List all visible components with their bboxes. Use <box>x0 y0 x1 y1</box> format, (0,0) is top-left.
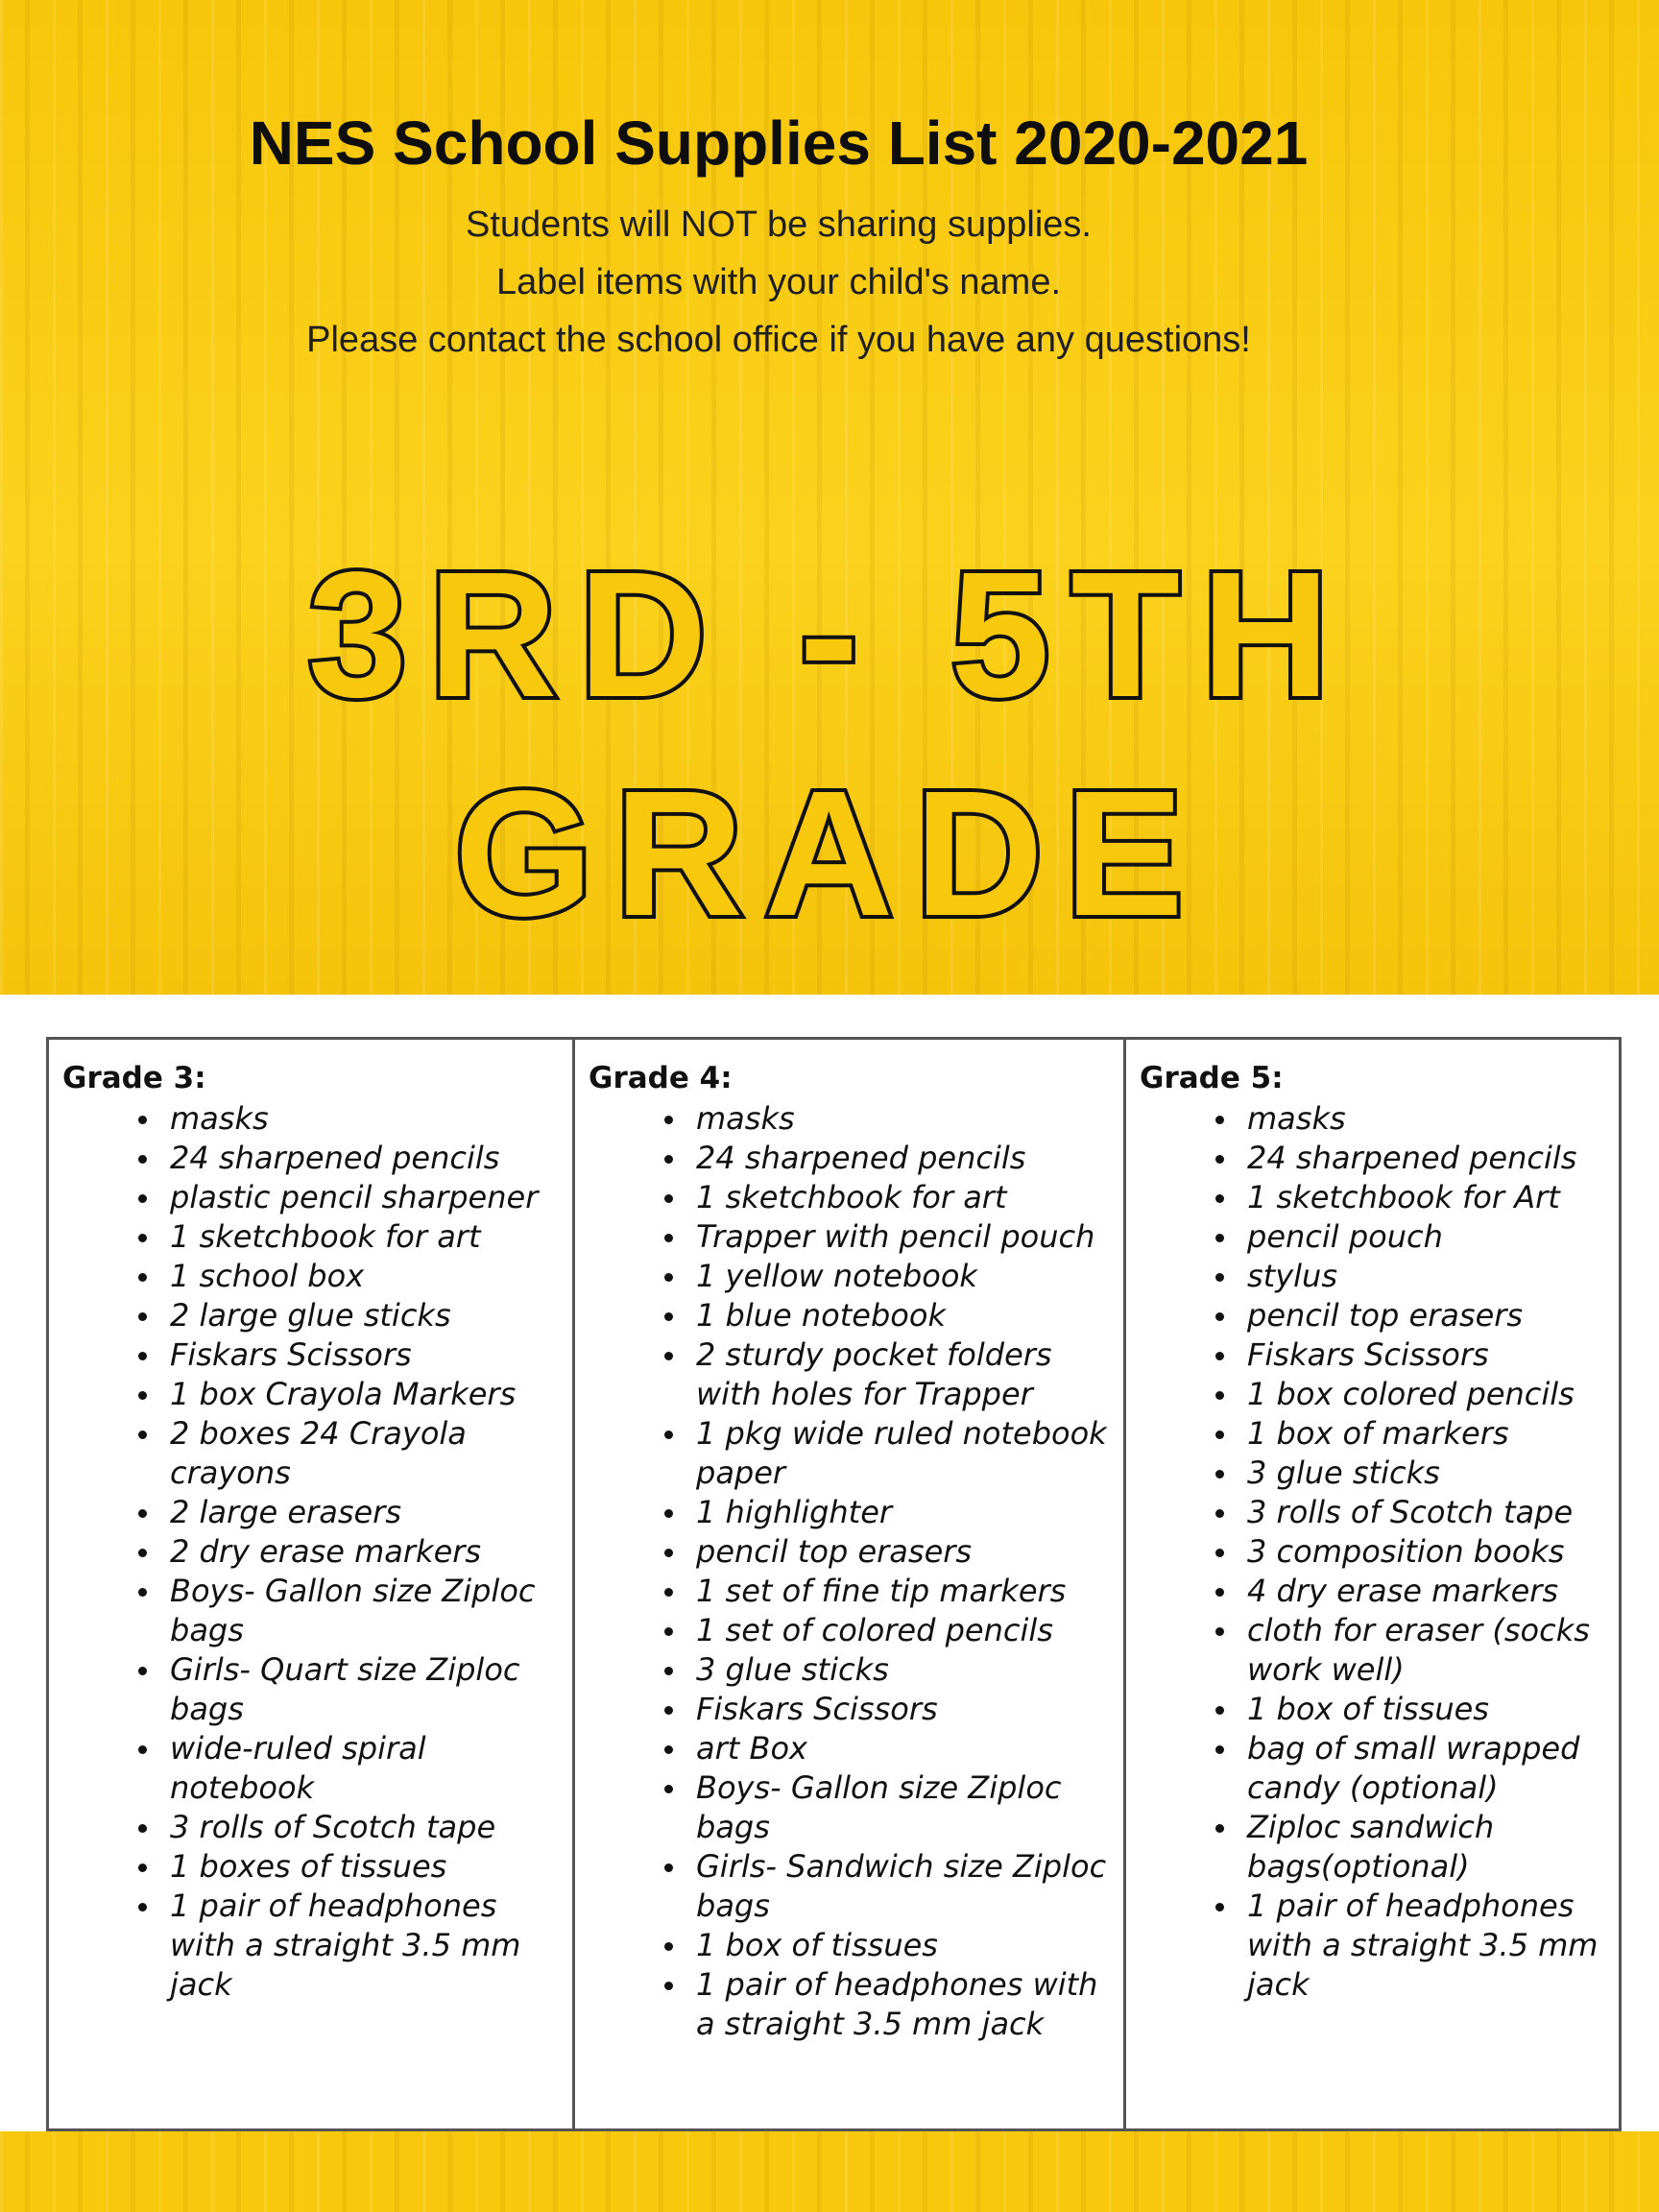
list-item: • 1 yellow notebook <box>688 1257 1116 1296</box>
grade-4-column <box>574 1039 1125 2130</box>
supplies-table <box>46 1037 1622 2131</box>
grade-3-column <box>48 1039 574 2130</box>
grade-5-heading: Grade 5: <box>1140 1061 1284 1095</box>
list-item: • art Box <box>688 1729 1116 1768</box>
list-item: • Fiskars Scissors <box>162 1335 565 1375</box>
grade-5-list <box>1140 1099 1611 2005</box>
list-item: • 1 pair of headphones with a straight 3.5 mm jack <box>688 1965 1116 2044</box>
list-item: • masks <box>162 1099 565 1139</box>
list-item: • Girls- Sandwich size Ziploc bags <box>688 1847 1116 1926</box>
list-item: • 1 pair of headphones with a straight 3.5 mm jack <box>162 1887 565 2005</box>
list-item: • bag of small wrapped candy (optional) <box>1239 1729 1611 1808</box>
notes-block <box>0 196 1557 369</box>
list-item: • 2 boxes 24 Crayola crayons <box>162 1414 565 1493</box>
list-item: • 1 boxes of tissues <box>162 1847 565 1887</box>
list-item: • 1 sketchbook for Art <box>1239 1178 1611 1217</box>
list-item: • 2 dry erase markers <box>162 1532 565 1572</box>
list-item: • 1 box Crayola Markers <box>162 1375 565 1414</box>
list-item: • 1 set of colored pencils <box>688 1611 1116 1650</box>
list-item: • pencil pouch <box>1239 1217 1611 1257</box>
list-item: • Trapper with pencil pouch <box>688 1217 1116 1257</box>
list-item: • 24 sharpened pencils <box>688 1139 1116 1178</box>
page-title: NES School Supplies List 2020-2021 <box>249 108 1309 178</box>
grade-3-list <box>62 1099 565 2005</box>
note-contact-office: Please contact the school office if you have any questions! <box>306 320 1251 360</box>
list-item: • 4 dry erase markers <box>1239 1572 1611 1611</box>
list-item: • 1 highlighter <box>688 1493 1116 1532</box>
list-item: • pencil top erasers <box>1239 1296 1611 1335</box>
list-item: • masks <box>1239 1099 1611 1139</box>
list-item: • 2 large glue sticks <box>162 1296 565 1335</box>
list-item: • 1 set of fine tip markers <box>688 1572 1116 1611</box>
list-item: • Boys- Gallon size Ziploc bags <box>162 1572 565 1650</box>
grade-range-heading <box>0 526 1659 964</box>
list-item: • 2 sturdy pocket folders with holes for Trapper <box>688 1335 1116 1414</box>
list-item: • 3 rolls of Scotch tape <box>162 1808 565 1847</box>
list-item: • pencil top erasers <box>688 1532 1116 1572</box>
list-item: • 3 glue sticks <box>1239 1454 1611 1493</box>
list-item: • 1 pair of headphones with a straight 3.5 mm jack <box>1239 1887 1611 2005</box>
list-item: • 24 sharpened pencils <box>1239 1139 1611 1178</box>
list-item: • Fiskars Scissors <box>688 1690 1116 1729</box>
list-item: • 1 box of tissues <box>1239 1690 1611 1729</box>
grade-range-line: 3RD - 5TH <box>307 536 1352 734</box>
list-item: • masks <box>688 1099 1116 1139</box>
list-item: • 1 sketchbook for art <box>688 1178 1116 1217</box>
list-item: • wide-ruled spiral notebook <box>162 1729 565 1808</box>
list-item: • 1 box of markers <box>1239 1414 1611 1454</box>
yellow-bottom-strip <box>0 2131 1659 2212</box>
grade-4-heading: Grade 4: <box>589 1061 733 1095</box>
list-item: • 24 sharpened pencils <box>162 1139 565 1178</box>
list-item: • 1 box colored pencils <box>1239 1375 1611 1414</box>
grade-5-column <box>1125 1039 1621 2130</box>
list-item: • Boys- Gallon size Ziploc bags <box>688 1768 1116 1847</box>
list-item: • Girls- Quart size Ziploc bags <box>162 1650 565 1729</box>
list-item: • Fiskars Scissors <box>1239 1335 1611 1375</box>
list-item: • plastic pencil sharpener <box>162 1178 565 1217</box>
list-item: • 1 sketchbook for art <box>162 1217 565 1257</box>
list-item: • 2 large erasers <box>162 1493 565 1532</box>
supplies-row <box>48 1039 1621 2130</box>
list-item: • 1 blue notebook <box>688 1296 1116 1335</box>
list-item: • 1 box of tissues <box>688 1926 1116 1965</box>
list-item: • 1 pkg wide ruled notebook paper <box>688 1414 1116 1493</box>
list-item: • cloth for eraser (socks work well) <box>1239 1611 1611 1690</box>
list-item: • 1 school box <box>162 1257 565 1296</box>
list-item: • Ziploc sandwich bags(optional) <box>1239 1808 1611 1887</box>
list-item: • 3 glue sticks <box>688 1650 1116 1690</box>
note-no-sharing: Students will NOT be sharing supplies. <box>466 204 1092 245</box>
grade-word-line: GRADE <box>454 755 1205 953</box>
list-item: • 3 composition books <box>1239 1532 1611 1572</box>
list-item: • stylus <box>1239 1257 1611 1296</box>
note-label-items: Label items with your child's name. <box>495 262 1062 302</box>
grade-4-list <box>589 1099 1116 2044</box>
grade-3-heading: Grade 3: <box>62 1061 206 1095</box>
list-item: • 3 rolls of Scotch tape <box>1239 1493 1611 1532</box>
